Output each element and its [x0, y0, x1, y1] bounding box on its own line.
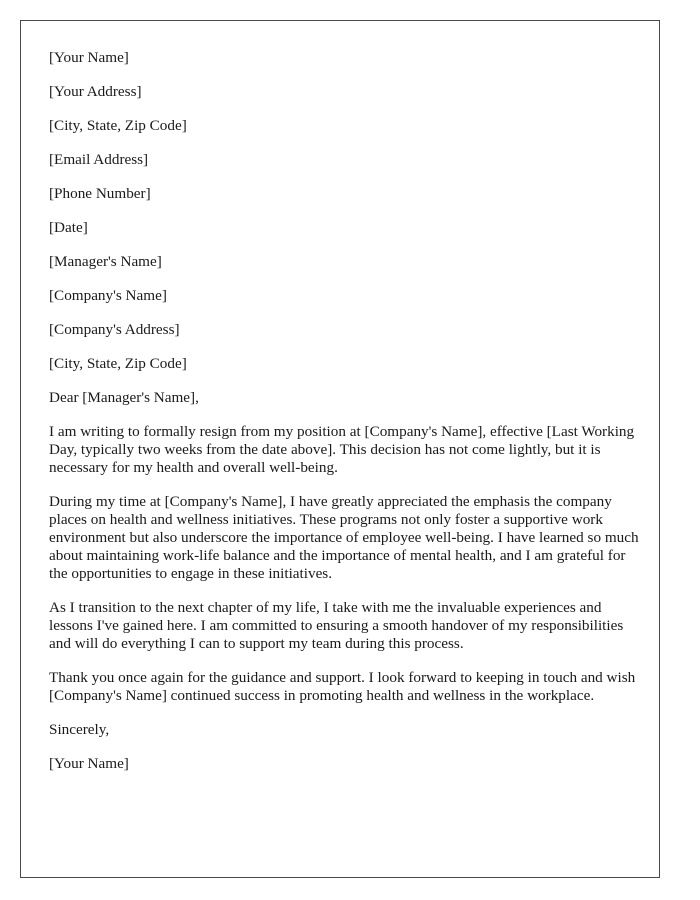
- sender-phone: [Phone Number]: [49, 185, 151, 202]
- recipient-name: [Manager's Name]: [49, 253, 162, 270]
- sender-address: [Your Address]: [49, 83, 142, 100]
- recipient-company-address: [Company's Address]: [49, 321, 180, 338]
- body-paragraph-transition: As I transition to the next chapter of my life, I take with me the invaluable experiences and lessons I've gained here. I am committed to ensuring a smooth handover of my responsibilities and will do everything I can to support my team during this process.: [49, 599, 624, 652]
- signature-name: [Your Name]: [49, 755, 129, 772]
- sender-city-state-zip: [City, State, Zip Code]: [49, 117, 187, 134]
- recipient-company: [Company's Name]: [49, 287, 167, 304]
- body-paragraph-thanks: Thank you once again for the guidance and support. I look forward to keeping in touch and wish [Company's Name] continued success in promoting health and wellness in the workplace.: [49, 669, 636, 704]
- salutation: Dear [Manager's Name],: [49, 389, 199, 406]
- recipient-city-state-zip: [City, State, Zip Code]: [49, 355, 187, 372]
- body-paragraph-resignation: I am writing to formally resign from my position at [Company's Name], effective [Last Working Day, typically two weeks from the date above]. This decision has not come lightly, but it is necessary for my health and overall well-being.: [49, 423, 635, 476]
- letter-page: [20, 20, 660, 878]
- sender-email: [Email Address]: [49, 151, 149, 168]
- letter-date: [Date]: [49, 219, 88, 236]
- letter-content: [49, 49, 639, 789]
- body-paragraph-appreciation: During my time at [Company's Name], I have greatly appreciated the emphasis the company places on health and wellness initiatives. These programs not only foster a supportive work environment but also underscore the importance of employee well-being. I have learned so much about maintaining work-life balance and the importance of mental health, and I am grateful for the opportunities to engage in these initiatives.: [49, 493, 639, 582]
- closing: Sincerely,: [49, 721, 110, 738]
- sender-name: [Your Name]: [49, 49, 129, 66]
